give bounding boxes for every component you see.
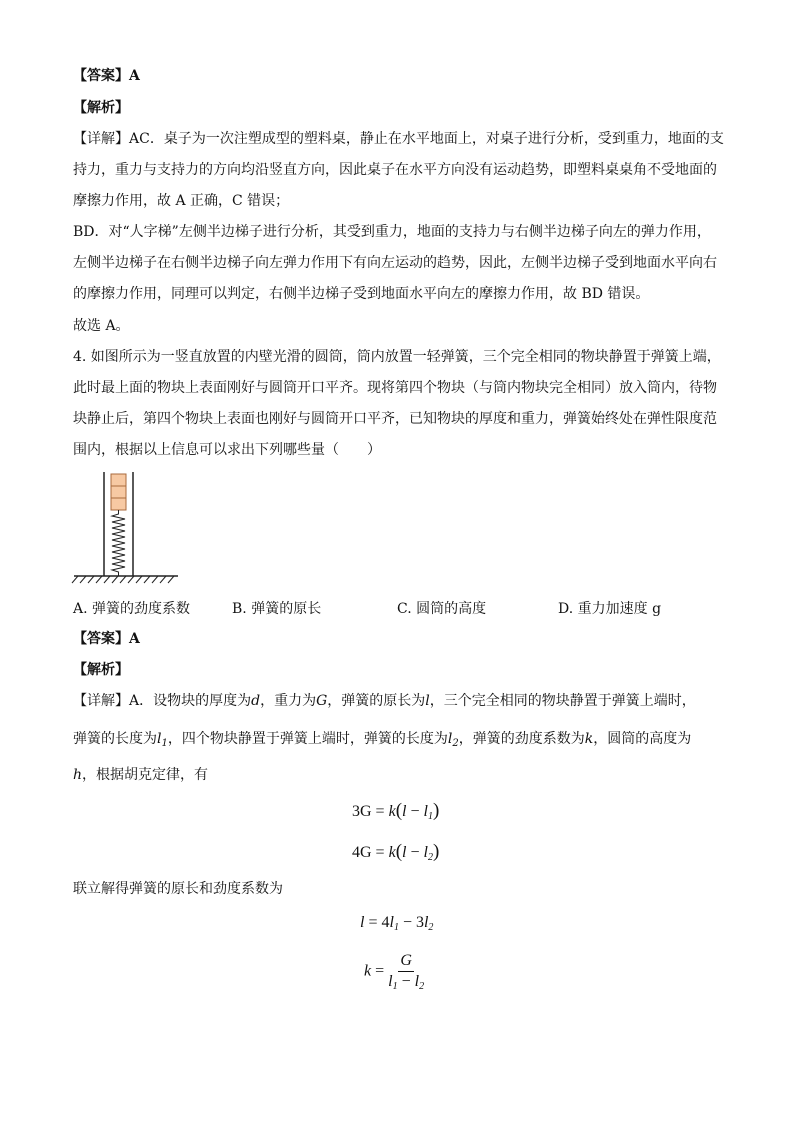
option-a: A. 弹簧的劲度系数 [73,601,191,617]
ground [72,576,178,583]
question-stem-line: 块静止后，第四个物块上表面也刚好与圆筒开口平齐，已知物块的厚度和重力，弹簧始终处在弹性限度范 [73,411,717,427]
blocks [111,474,126,510]
question-stem-line: 此时最上面的物块上表面刚好与圆筒开口平齐。现将第四个物块（与筒内物块完全相同）放入筒内，待物 [73,380,717,396]
detail-line: 摩擦力作用，故 A 正确，C 错误； [73,193,290,209]
detail-line: 故选 A。 [73,318,130,334]
block [111,498,126,510]
option-c: C. 圆筒的高度 [397,601,487,617]
analysis-label: 【解析】 [73,662,129,678]
detail-line: 【详解】AC．桌子为一次注塑成型的塑料桌，静止在水平地面上，对桌子进行分析，受到重力，地面的支 [73,131,724,147]
detail-line: h，根据胡克定律，有 [73,767,209,783]
detail-line: 弹簧的长度为$l_1$，四个物块静置于弹簧上端时，弹簧的长度为$l_2$，弹簧的劲度系数为k，圆筒的高度为 [73,731,692,749]
detail-line: BD．对“人字梯”左侧半边梯子进行分析，其受到重力，地面的支持力与右侧半边梯子向左的弹力作用， [73,224,711,240]
option-d: D. 重力加速度 g [558,601,662,617]
option-b: B. 弹簧的原长 [232,601,322,617]
question-stem-line: 4. 如图所示为一竖直放置的内壁光滑的圆筒，筒内放置一轻弹簧，三个完全相同的物块静置于弹簧上端， [73,349,721,365]
analysis-label: 【解析】 [73,100,129,116]
spring-tube-figure [70,470,182,590]
spring [112,510,125,576]
detail-line: 联立解得弹簧的原长和劲度系数为 [73,881,283,897]
block [111,474,126,486]
detail-line: 持力，重力与支持力的方向均沿竖直方向，因此桌子在水平方向没有运动趋势，即塑料桌桌角不受地面的 [73,162,717,178]
detail-line: 左侧半边梯子在右侧半边梯子向左弹力作用下有向左运动的趋势，因此，左侧半边梯子受到地面水平向右 [73,255,717,271]
equation-original-length: $l = 4l_1 - 3l_2$ [360,914,434,933]
detail-line: 的摩擦力作用，同理可以判定，右侧半边梯子受到地面水平向左的摩擦力作用，故 BD 错误。 [73,286,650,302]
fraction: $\frac{G}{l_1 - l_2}$ [388,952,425,992]
equation-stiffness: k = $\frac{G}{l_1 - l_2}$ [364,952,425,992]
equation-hooke-4g: $4G = k(l - l_2)$ [352,841,440,863]
answer-label: 【答案】A [73,68,140,84]
answer-label: 【答案】A [73,631,140,647]
detail-line: 【详解】A．设物块的厚度为d，重力为G，弹簧的原长为l，三个完全相同的物块静置于弹簧上端时， [73,693,696,709]
question-stem-line: 围内，根据以上信息可以求出下列哪些量（ ） [73,442,381,458]
equation-hooke-3g: $3G = k(l - l_1)$ [352,800,440,822]
block [111,486,126,498]
